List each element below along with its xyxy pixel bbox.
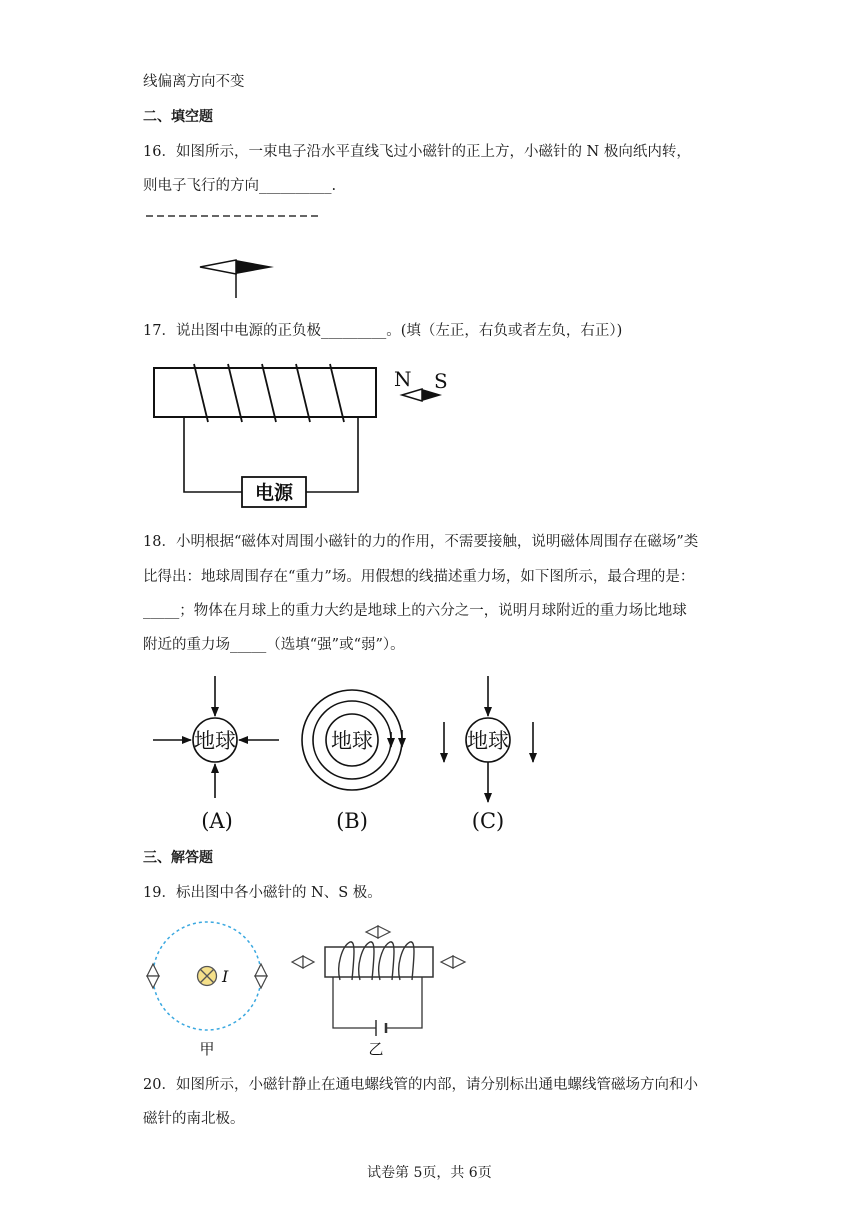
- q18-line3: _____；物体在月球上的重力大约是地球上的六分之一，说明月球附近的重力场比地球: [143, 603, 687, 619]
- earth-label-a: 地球: [194, 729, 236, 753]
- q17-text: 17．说出图中电源的正负极_________。(填（左正，右负或者左负，右正）): [143, 323, 623, 339]
- wire-right: [306, 417, 358, 492]
- section-2-title: 二、填空题: [143, 109, 213, 125]
- needle-top-yi: [366, 926, 378, 938]
- q18-line2: 比得出：地球周围存在“重力”场。用假想的线描述重力场，如下图所示，最合理的是：: [143, 569, 695, 585]
- label-b: (B): [336, 809, 368, 833]
- q20-line1: 20．如图所示，小磁针静止在通电螺线管的内部，请分别标出通电螺线管磁场方向和小: [143, 1077, 698, 1093]
- continued-text: 线偏离方向不变: [143, 74, 245, 90]
- q16-figure: [140, 205, 340, 305]
- q19-text: 19．标出图中各小磁针的 N、S 极。: [143, 885, 382, 901]
- section-3-title: 三、解答题: [143, 850, 213, 866]
- q18-line4: 附近的重力场_____（选填“强”或“弱”）。: [143, 637, 405, 653]
- diagram-a: [153, 676, 279, 833]
- q17-figure: [150, 360, 470, 510]
- diagram-b: [302, 690, 402, 833]
- earth-label-b: 地球: [331, 729, 373, 753]
- needle-black-half: [236, 260, 274, 274]
- wire-left: [184, 417, 242, 492]
- power-label: 电源: [254, 482, 294, 504]
- label-yi: 乙: [368, 1040, 384, 1058]
- q19-figure: [140, 918, 480, 1063]
- needle-left-jia: [147, 964, 159, 976]
- label-a: (A): [201, 809, 233, 833]
- s-label: S: [434, 369, 448, 393]
- label-c: (C): [471, 809, 505, 833]
- page-footer: 试卷第 5页，共 6页: [367, 1165, 492, 1181]
- current-label: I: [222, 967, 229, 986]
- q16-line1: 16．如图所示，一束电子沿水平直线飞过小磁针的正上方，小磁针的 N 极向纸内转，: [143, 144, 691, 160]
- label-jia: 甲: [199, 1040, 215, 1058]
- q16-line2: 则电子飞行的方向__________.: [143, 178, 337, 194]
- earth-label-c: 地球: [467, 729, 509, 753]
- needle-right-yi: [441, 956, 453, 968]
- q18-figure: [140, 670, 560, 840]
- diagram-c: [444, 676, 533, 833]
- wire-yi: [333, 977, 422, 1028]
- needle-left-yi: [292, 956, 303, 968]
- n-label: N: [394, 367, 412, 391]
- q18-line1: 18．小明根据“磁体对周围小磁针的力的作用，不需要接触，说明磁体周围存在磁场”类: [143, 534, 699, 550]
- needle-right-jia: [255, 964, 267, 976]
- needle-white-half: [200, 260, 236, 274]
- q20-line2: 磁针的南北极。: [143, 1111, 245, 1127]
